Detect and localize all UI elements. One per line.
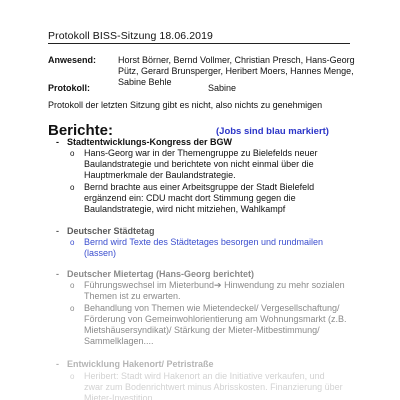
- item-line: Mieter-Investition...: [84, 393, 161, 400]
- anwesend-line-1: Horst Börner, Bernd Vollmer, Christian Presch, Hans-Georg: [118, 55, 355, 65]
- item-line: Behandlung von Themen wie Mietendeckel/ Vergesellschaftung/: [84, 303, 340, 313]
- page-title: Protokoll BISS-Sitzung 18.06.2019: [48, 30, 350, 44]
- section-title-bgw: [56, 137, 232, 148]
- section-dash: -: [56, 359, 59, 369]
- item-line: ergänzend ein: CDU macht dort Stimmung gegen die: [84, 193, 296, 203]
- item-text: [84, 148, 384, 181]
- item-line: (lassen): [84, 248, 117, 258]
- item-line: Hauptmerkmale der Baulandstrategie.: [84, 170, 236, 180]
- bullet-icon: o: [70, 238, 75, 247]
- berichte-heading: Berichte:: [48, 122, 114, 139]
- section-title: Deutscher Mietertag (Hans-Georg berichtet): [67, 269, 255, 279]
- section-title: Stadtentwicklungs-Kongress der BGW: [67, 137, 233, 147]
- protokoll-value: Sabine: [208, 83, 237, 93]
- anwesend-line-3: Sabine Behle: [118, 77, 172, 87]
- item-line: Sammelklagen....: [84, 336, 154, 346]
- section-title: Deutscher Städtetag: [67, 226, 155, 236]
- section-dash: -: [56, 269, 59, 279]
- bullet-icon: o: [70, 183, 75, 192]
- item-line: Heribert: Stadt wird Hakenort an die Initiative verkaufen, und: [84, 371, 325, 381]
- item-text: [84, 280, 384, 302]
- section-dash: -: [56, 226, 59, 236]
- item-line: Führungswechsel im Mieterbund➔ Hinwendung zu mehr sozialen: [84, 280, 345, 290]
- item-line: Förderung von Gemeinwohlorientierung am Wohnungsmarkt (z.B.: [84, 314, 347, 324]
- anwesend-line-2: Pütz, Gerard Brunsperger, Heribert Moers, Hannes Menge,: [118, 66, 354, 76]
- item-line: Baulandstrategie, wird nicht mitziehen, Wahlkampf: [84, 204, 286, 214]
- item-text: [84, 303, 384, 347]
- bullet-icon: o: [70, 304, 75, 313]
- item-line: Hans-Georg war in der Themengruppe zu Bielefelds neuer: [84, 148, 318, 158]
- item-text: [84, 182, 384, 215]
- item-line: Bernd brachte aus einer Arbeitsgruppe der Stadt Bielefeld: [84, 182, 315, 192]
- item-line: Bernd wird Texte des Städtetages besorgen und rundmailen: [84, 237, 323, 247]
- item-line: Mietshäusersyndikat)/ Stärkung der Mieter-Mitbestimmung/: [84, 325, 320, 335]
- intro-text: Protokoll der letzten Sitzung gibt es nicht, also nichts zu genehmigen: [48, 100, 323, 110]
- item-text: [84, 237, 384, 259]
- anwesend-label: Anwesend:: [48, 55, 97, 65]
- section-dash: -: [56, 137, 59, 147]
- bullet-icon: o: [70, 372, 75, 381]
- section-title-mietertag: [56, 269, 254, 280]
- bullet-icon: o: [70, 149, 75, 158]
- section-title-staedtetag: [56, 226, 155, 237]
- item-line: Themen ist zu erwarten.: [84, 291, 181, 301]
- item-line: Baulandstrategie und berichtete von nicht einmal über die: [84, 159, 314, 169]
- item-line: zwar zum Bodenrichtwert minus Abrisskosten. Finanzierung über: [84, 382, 343, 392]
- item-text: [84, 371, 384, 400]
- section-title-hakenort: [56, 359, 214, 370]
- jobs-note: (Jobs sind blau markiert): [216, 126, 329, 137]
- section-title: Entwicklung Hakenort/ Petristraße: [67, 359, 214, 369]
- bullet-icon: o: [70, 281, 75, 290]
- protokoll-label: Protokoll:: [48, 83, 90, 93]
